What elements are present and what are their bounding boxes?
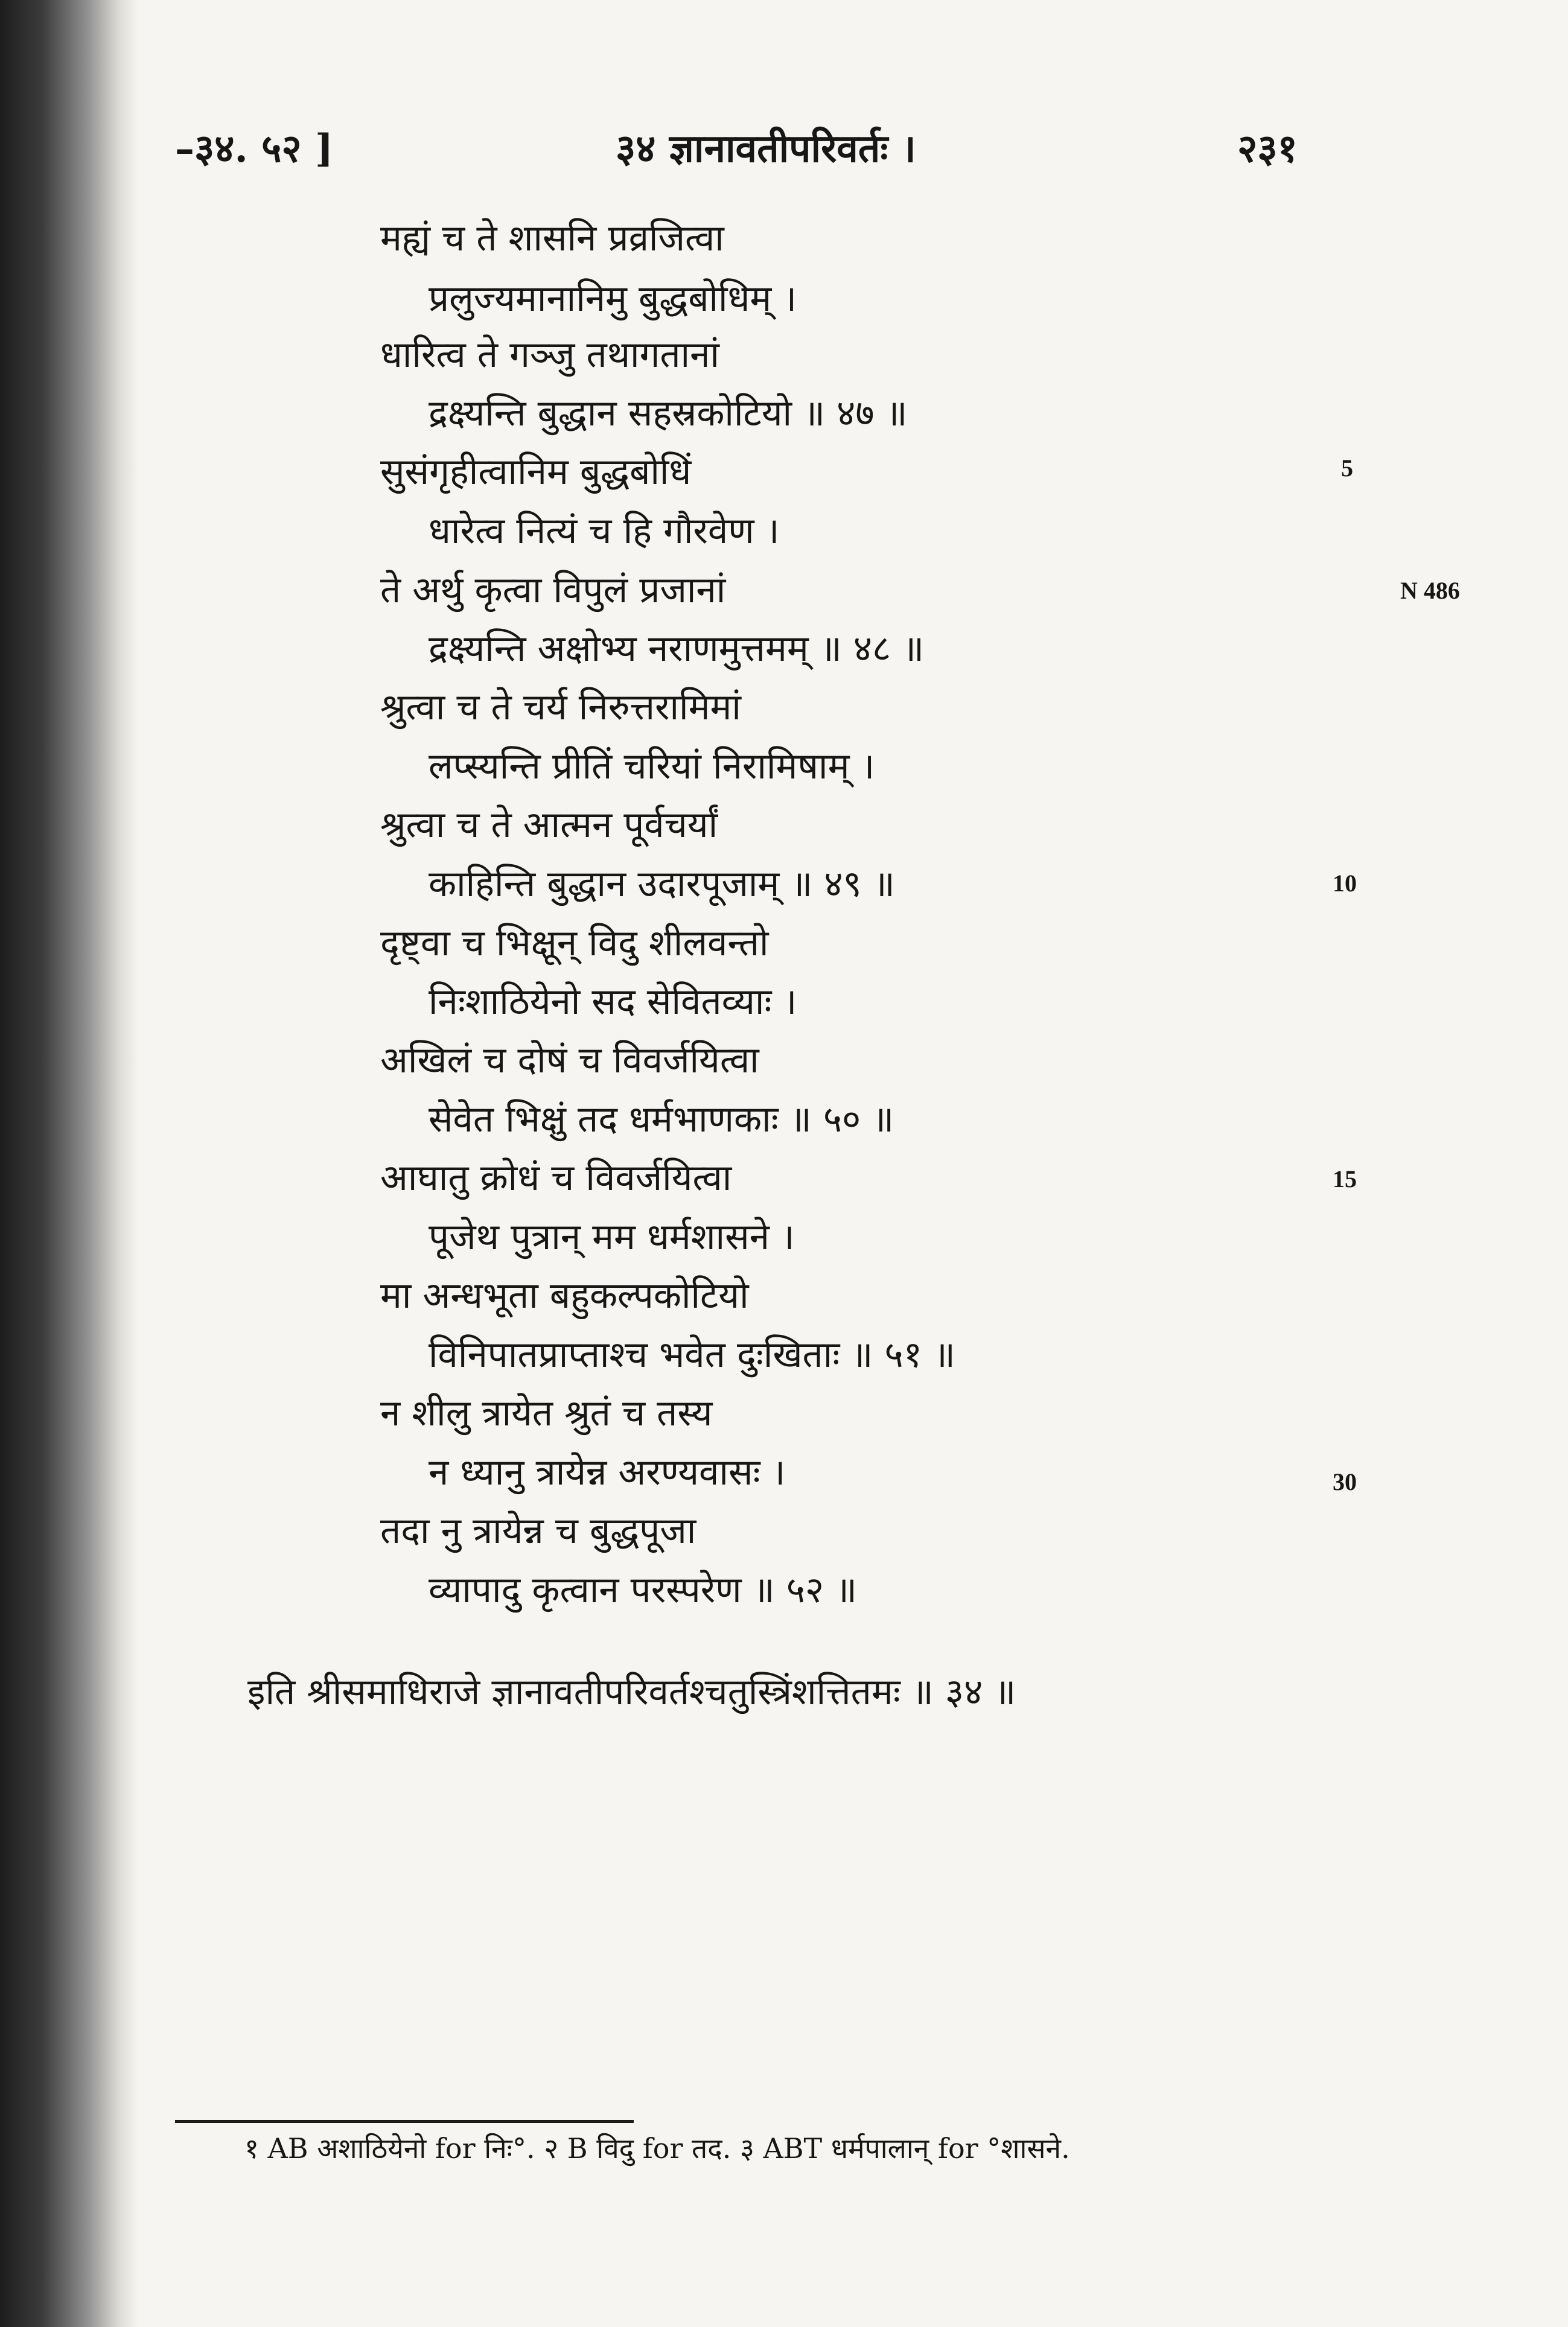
chapter-colophon: इति श्रीसमाधिराजे ज्ञानावतीपरिवर्तश्चतुस्त्रिंशत्तितमः ॥ ३४ ॥ [247, 1671, 1016, 1713]
verse-line: प्रलुज्यमानानिमु बुद्धबोधिम् । [429, 278, 797, 320]
verse-line: तदा नु त्रायेन्न च बुद्धपूजा [380, 1510, 696, 1552]
verse-line: धारित्व ते गञ्जु तथागतानां [380, 334, 719, 376]
verse-line: मा अन्धभूता बहुकल्पकोटियो [380, 1275, 749, 1317]
line-number: 10 [1333, 870, 1357, 897]
verse-line: धारेत्व नित्यं च हि गौरवेण । [429, 510, 780, 552]
verse-line: श्रुत्वा च ते आत्मन पूर्वचर्यां [380, 804, 718, 846]
verse-line: दृष्ट्वा च भिक्षून् विदु शीलवन्तो [380, 922, 769, 964]
line-number: 30 [1333, 1468, 1357, 1495]
verse-line: सुसंगृहीत्वानिम बुद्धबोधिं [380, 451, 692, 493]
verse-line: व्यापादु कृत्वान परस्परेण ॥ ५२ ॥ [429, 1569, 858, 1611]
edition-page-reference: N 486 [1400, 577, 1460, 604]
verse-line: अखिलं च दोषं च विवर्जयित्वा [380, 1039, 759, 1081]
page-number: २३१ [1237, 126, 1298, 171]
footnote-divider [175, 2120, 634, 2123]
verse-line: निःशाठियेनो सद सेवितव्याः । [429, 981, 797, 1023]
verse-line: न शीलु त्रायेत श्रुतं च तस्य [380, 1392, 713, 1434]
verse-line: काहिन्ति बुद्धान उदारपूजाम् ॥ ४९ ॥ [429, 863, 895, 905]
line-number: 15 [1333, 1165, 1357, 1192]
verse-line: आघातु क्रोधं च विवर्जयित्वा [380, 1157, 732, 1199]
verse-line: सेवेत भिक्षुं तद धर्मभाणकाः ॥ ५० ॥ [429, 1098, 894, 1141]
verse-line: द्रक्ष्यन्ति बुद्धान सहस्रकोटियो ॥ ४७ ॥ [429, 392, 908, 435]
verse-line: श्रुत्वा च ते चर्य निरुत्तरामिमां [380, 686, 741, 728]
verse-line: मह्यं च ते शासनि प्रव्रजित्वा [380, 217, 724, 259]
running-head-chapter-title: ३४ ज्ञानावतीपरिवर्तः । [616, 126, 916, 171]
line-number: 5 [1341, 454, 1353, 482]
page-binding-shadow [0, 0, 139, 2327]
running-head-verse-range: –३४. ५२ ] [175, 126, 334, 171]
footnote: १ AB अशाठियेनो for निः°. २ B विदु for तद. ३ ABT धर्मपालान् for °शासने. [244, 2132, 1070, 2165]
verse-line: विनिपातप्राप्ताश्च भवेत दुःखिताः ॥ ५१ ॥ [429, 1334, 955, 1376]
verse-line: पूजेथ पुत्रान् मम धर्मशासने । [429, 1216, 795, 1258]
verse-line: लप्स्यन्ति प्रीतिं चरियां निरामिषाम् । [429, 745, 875, 788]
verse-line: न ध्यानु त्रायेन्न अरण्यवासः । [429, 1451, 786, 1494]
verse-line: द्रक्ष्यन्ति अक्षोभ्य नराणमुत्तमम् ॥ ४८ ॥ [429, 628, 925, 670]
verse-line: ते अर्थु कृत्वा विपुलं प्रजानां [380, 569, 726, 611]
